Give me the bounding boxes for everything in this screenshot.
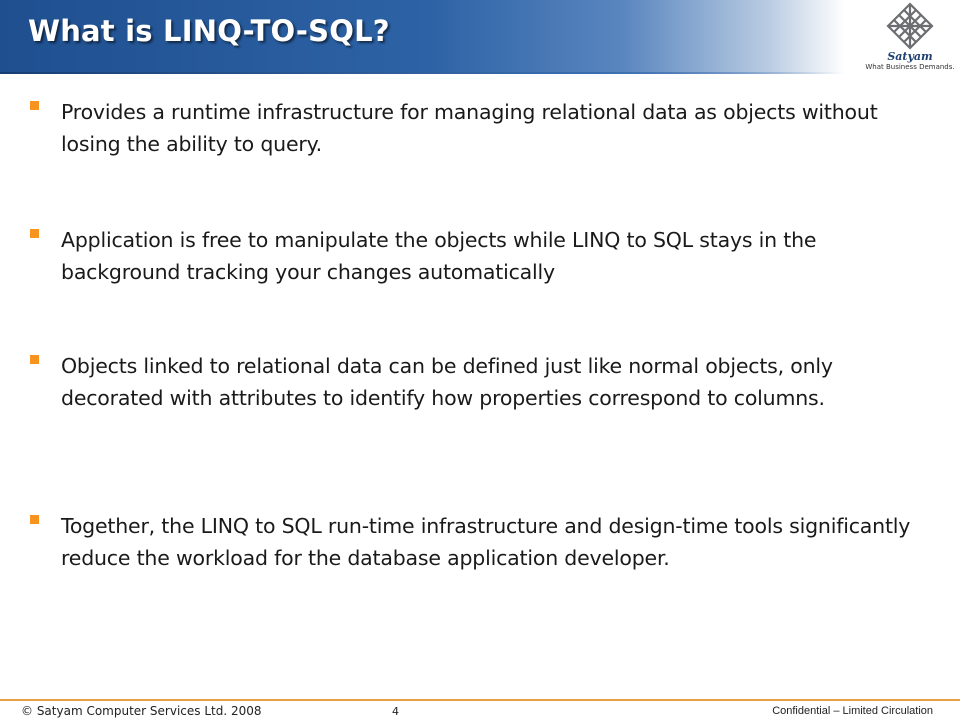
footer-confidentiality: Confidential – Limited Circulation xyxy=(772,705,933,717)
square-bullet-icon xyxy=(30,229,39,238)
bullet-text: Provides a runtime infrastructure for managing relational data as objects without losing the ability to query. xyxy=(61,100,878,156)
square-bullet-icon xyxy=(30,515,39,524)
bullet-text: Together, the LINQ to SQL run-time infrastructure and design-time tools significantly reduce the workload for the database application developer. xyxy=(61,514,911,570)
logo-wordmark: Satyam xyxy=(887,50,933,63)
footer-divider xyxy=(0,699,960,701)
bullet-item xyxy=(28,510,938,574)
slide-title: What is LINQ-TO-SQL? xyxy=(28,14,390,48)
bullet-item xyxy=(28,350,938,414)
square-bullet-icon xyxy=(30,355,39,364)
company-logo xyxy=(862,2,958,74)
bullet-item xyxy=(28,224,938,288)
logo-tagline: What Business Demands. xyxy=(865,63,955,71)
bullet-text: Objects linked to relational data can be defined just like normal objects, only decorated with attributes to identify how properties correspond to columns. xyxy=(61,354,833,410)
square-bullet-icon xyxy=(30,101,39,110)
footer-copyright: © Satyam Computer Services Ltd. 2008 xyxy=(21,704,262,718)
bullet-text: Application is free to manipulate the objects while LINQ to SQL stays in the background tracking your changes automatically xyxy=(61,228,817,284)
satyam-lattice-logo-icon xyxy=(876,2,944,50)
page-number: 4 xyxy=(392,705,399,718)
title-bar xyxy=(0,0,960,74)
bullet-item xyxy=(28,96,938,160)
